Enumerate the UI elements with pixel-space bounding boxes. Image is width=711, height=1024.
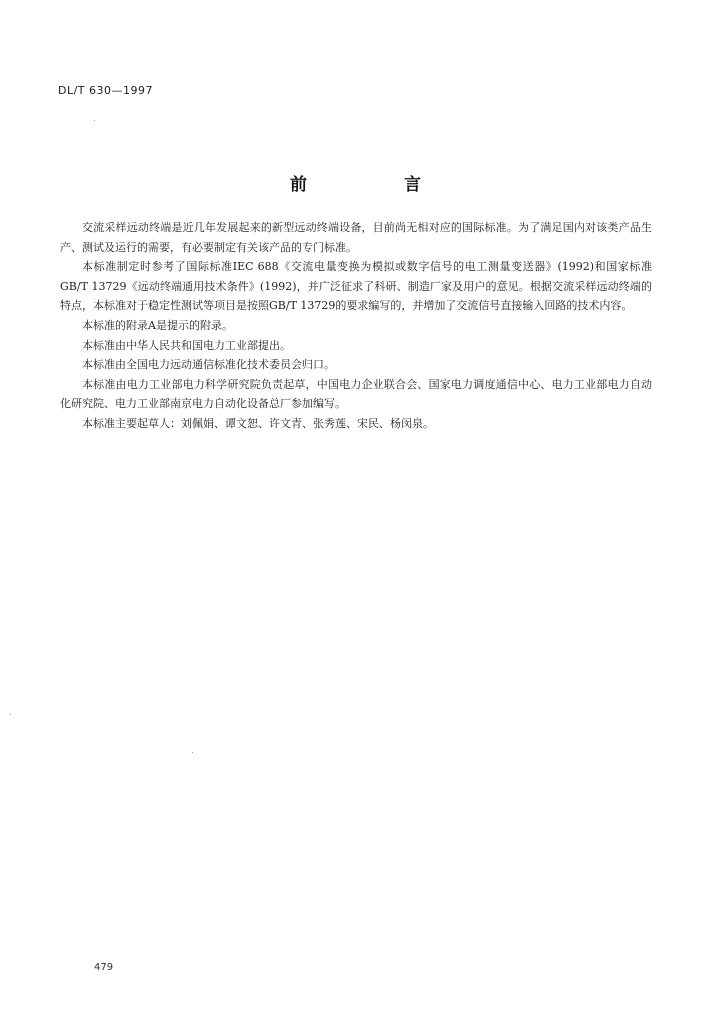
paragraph-background: 交流采样远动终端是近几年发展起来的新型远动终端设备，目前尚无相对应的国际标准。为了满足国内对该类产品生产、测试及运行的需要，有必要制定有关该产品的专门标准。 bbox=[60, 221, 652, 254]
foreword-body bbox=[60, 218, 652, 434]
page-number: 479 bbox=[94, 962, 114, 973]
paragraph-drafters: 本标准主要起草人：刘佩娟、谭文恕、许文青、张秀莲、宋民、杨闵泉。 bbox=[82, 416, 434, 430]
paragraph-drafting-units: 本标准由电力工业部电力科学研究院负责起草，中国电力企业联合会、国家电力调度通信中心、电力工业部电力自动化研究院、电力工业部南京电力自动化设备总厂参加编写。 bbox=[60, 377, 652, 411]
page-title: 前 言 bbox=[290, 175, 461, 195]
paragraph-references: 本标准制定时参考了国际标准IEC 688《交流电量变换为模拟或数字信号的电工测量变送器》(1992)和国家标准GB/T 13729《远动终端通用技术条件》(1992)，并广泛征求了科研、制造厂家及用户的意见。根据交流采样远动终端的特点，本标准对于稳定性测试等项目是按照GB/T 13729的要求编写的，并增加了交流信号直接输入回路的技术内容。 bbox=[60, 260, 652, 313]
scan-speck bbox=[192, 752, 193, 753]
paragraph-administrator: 本标准由全国电力远动通信标准化技术委员会归口。 bbox=[82, 358, 335, 372]
scan-speck bbox=[10, 714, 11, 715]
paragraph-appendix: 本标准的附录A是提示的附录。 bbox=[82, 318, 233, 332]
paragraph-proposer: 本标准由中华人民共和国电力工业部提出。 bbox=[82, 338, 291, 352]
standard-code: DL/T 630—1997 bbox=[58, 84, 154, 97]
scan-speck bbox=[94, 120, 95, 121]
